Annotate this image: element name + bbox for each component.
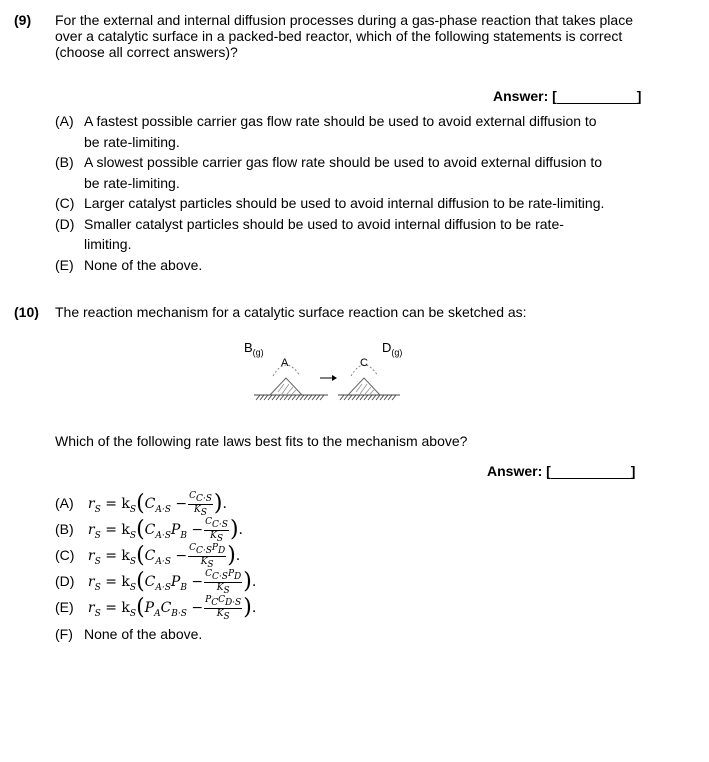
option-text: None of the above. — [84, 256, 203, 273]
q9-option-a[interactable] — [55, 111, 675, 152]
option-label: (A) — [55, 495, 74, 511]
option-text: A fastest possible carrier gas flow rate should be used to avoid external diffusion to — [84, 113, 597, 129]
q10-answer-blank[interactable] — [551, 464, 631, 479]
option-text-continued: be rate-limiting. — [84, 133, 180, 150]
option-text: Smaller catalyst particles should be used to avoid internal diffusion to be rate- — [84, 215, 564, 232]
fraction: $\frac{C_{C\cdot S}}{K_S}$ — [189, 490, 212, 518]
reaction-arrow — [320, 375, 337, 381]
gas-d-label: $D_{(g)}$ — [382, 340, 403, 358]
fraction: $\frac{C_{C\cdot S}}{K_S}$ — [205, 516, 228, 544]
q10-option-e[interactable] — [55, 594, 355, 620]
q10-option-b[interactable] — [55, 516, 355, 542]
rate-law-equation: $r_S = k_S(C_{A\cdot S}P_B$ − $\frac{C_{C\cdot S}P_D}{K_S}$ ). — [87, 568, 257, 596]
gas-b-label: $B_{(g)}$ — [244, 340, 264, 358]
q10-option-a[interactable] — [55, 490, 355, 516]
q9-option-b[interactable] — [55, 152, 675, 193]
q9-options — [55, 111, 675, 275]
rate-law-equation: $r_S = k_S(C_{A\cdot S}$ − $\frac{C_{C\cdot S}}{K_S}$ ). — [87, 490, 227, 518]
q10-options — [55, 490, 355, 645]
q9-option-c[interactable] — [55, 193, 675, 214]
mechanism-sketch — [240, 340, 410, 410]
mechanism-diagram — [240, 340, 410, 410]
q10-number: (10) — [14, 304, 39, 320]
q9-question-text: For the external and internal diffusion processes during a gas-phase reaction that takes place over a catalytic surface in a packed-bed reactor, which of the following statements is correct (choose all correct answers)? — [55, 12, 633, 60]
option-label: (E) — [55, 599, 74, 615]
option-text-continued: limiting. — [84, 236, 132, 252]
option-text: A slowest possible carrier gas flow rate should be used to avoid external diffusion to — [84, 154, 603, 170]
option-label: (D) — [55, 215, 75, 232]
fraction: $\frac{P_CC_{D\cdot S}}{K_S}$ — [205, 594, 242, 622]
fraction: $\frac{C_{C\cdot S}P_D}{K_S}$ — [205, 568, 242, 596]
option-text-continued: be rate-limiting. — [84, 174, 180, 191]
q10-answer-close: ] — [630, 463, 636, 479]
q9-option-d[interactable] — [55, 214, 675, 255]
rate-law-equation: $r_S = k_S(C_{A\cdot S}P_B$ − $\frac{C_{C\cdot S}}{K_S}$ ). — [87, 516, 243, 544]
q10-rate-law-question: Which of the following rate laws best fits to the mechanism above? — [55, 433, 468, 449]
site-c-label: C — [360, 357, 368, 369]
surface-site-left — [254, 365, 328, 400]
option-label: (A) — [55, 113, 74, 129]
rate-law-equation: $r_S = k_S(P_AC_{B\cdot S}$ − $\frac{P_CC_{D\cdot S}}{K_S}$ ). — [87, 594, 257, 622]
q10-question-text: The reaction mechanism for a catalytic surface reaction can be sketched as: — [55, 304, 527, 320]
q10-option-c[interactable] — [55, 542, 355, 568]
option-label: (E) — [55, 256, 74, 273]
q9-answer-box[interactable] — [493, 88, 641, 104]
q10-option-f[interactable] — [55, 624, 355, 645]
q9-answer-close: ] — [636, 88, 642, 104]
q9-number: (9) — [14, 12, 32, 28]
site-a-label: A — [281, 357, 289, 369]
q10-answer-label: Answer: [ — [487, 463, 551, 479]
surface-site-right — [338, 365, 400, 400]
option-label: (B) — [55, 154, 74, 170]
q10-answer-box[interactable] — [487, 463, 635, 479]
q9-answer-blank[interactable] — [557, 89, 637, 104]
q9-option-e[interactable] — [55, 255, 675, 276]
q9-answer-label: Answer: [ — [493, 88, 557, 104]
fraction: $\frac{C_{C\cdot S}P_D}{K_S}$ — [189, 542, 226, 570]
option-label: (C) — [55, 547, 75, 563]
q10-option-d[interactable] — [55, 568, 355, 594]
rate-law-equation: $r_S = k_S(C_{A\cdot S}$ − $\frac{C_{C\cdot S}P_D}{K_S}$ ). — [87, 542, 241, 570]
option-label: (F) — [55, 626, 73, 642]
option-label: (B) — [55, 521, 74, 537]
option-text: Larger catalyst particles should be used to avoid internal diffusion to be rate-limiting. — [84, 195, 605, 211]
option-text: None of the above. — [84, 626, 203, 642]
option-label: (C) — [55, 195, 75, 211]
option-label: (D) — [55, 573, 75, 589]
